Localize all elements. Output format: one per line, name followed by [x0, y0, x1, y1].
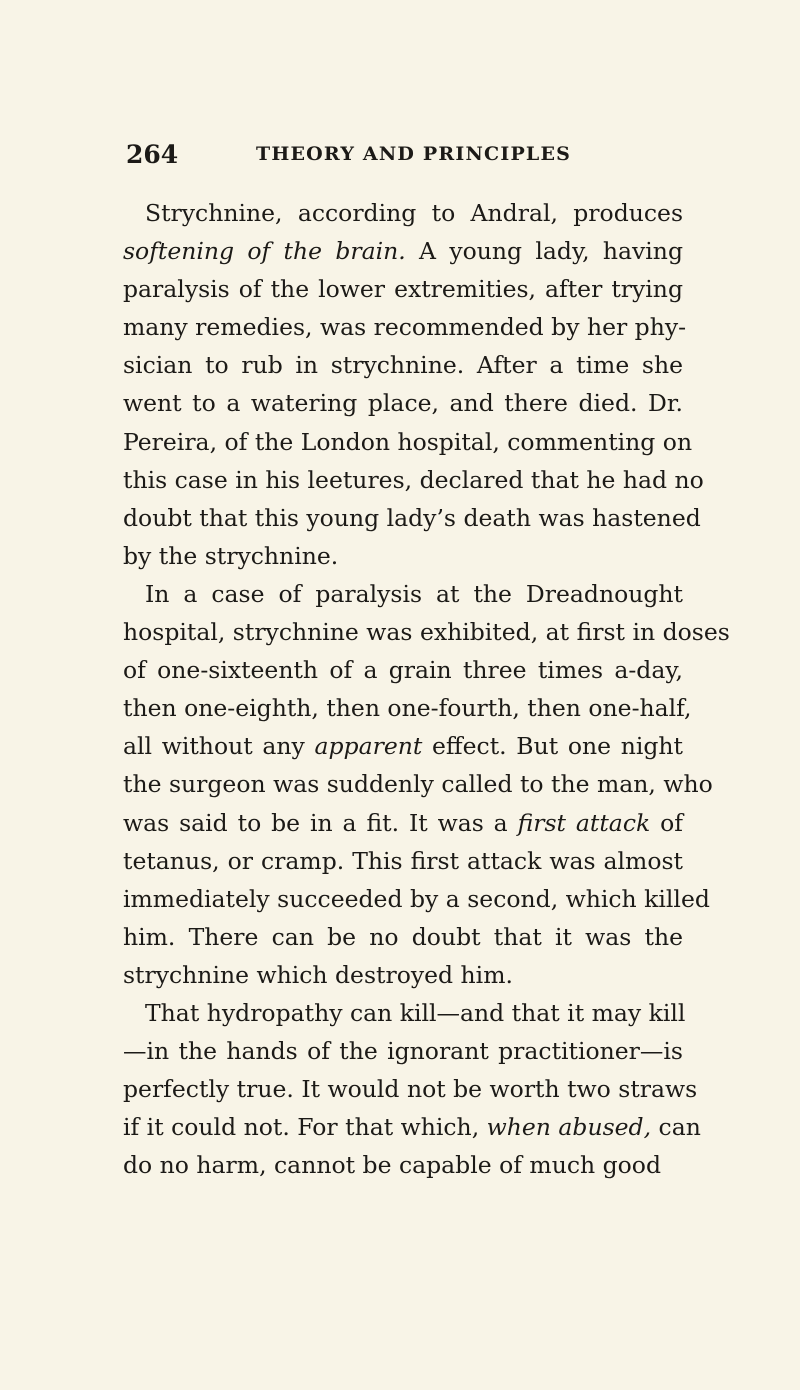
text-line: Strychnine, according to Andral, produces — [145, 199, 683, 227]
text-line: sician to rub in strychnine. After a time she — [123, 351, 683, 380]
italic-phrase: when abused, — [486, 1113, 652, 1142]
page-header — [126, 140, 686, 176]
line-text: effect. But one night — [422, 732, 684, 761]
text-line: many remedies, was recommended by her phy- — [123, 313, 687, 342]
text-line: him. There can be no doubt that it was the — [123, 922, 683, 951]
text-line: went to a watering place, and there died. Dr. — [123, 389, 683, 418]
text-line: —in the hands of the ignorant practitioner—is — [123, 1037, 683, 1066]
line-text: can — [651, 1113, 701, 1142]
text-line: the surgeon was suddenly called to the man, who — [123, 770, 713, 799]
line-text: if it could not. For that which, — [123, 1113, 487, 1142]
text-line: Pereira, of the London hospital, commenting on — [123, 427, 693, 456]
text-line — [123, 804, 683, 842]
text-line — [123, 727, 683, 765]
page-number: 264 — [126, 140, 179, 169]
text-line — [123, 1108, 701, 1146]
text-line: then one-eighth, then one-fourth, then one-half, — [123, 694, 692, 723]
line-text: A young lady, having — [405, 237, 683, 266]
text-line: immediately succeeded by a second, which killed — [123, 884, 710, 913]
text-line — [123, 232, 683, 270]
text-line: hospital, strychnine was exhibited, at first in doses — [123, 618, 730, 647]
body-text — [123, 194, 730, 1184]
italic-phrase: softening of the brain. — [123, 237, 406, 266]
text-line: paralysis of the lower extremities, after trying — [123, 275, 683, 304]
text-line: do no harm, cannot be capable of much good — [123, 1151, 661, 1180]
text-line: perfectly true. It would not be worth two straws — [123, 1075, 698, 1104]
line-text: of — [650, 808, 683, 837]
text-line: strychnine which destroyed him. — [123, 960, 513, 989]
text-line: tetanus, or cramp. This first attack was almost — [123, 846, 683, 875]
line-text: all without any — [123, 732, 315, 761]
line-text: was said to be in a fit. It was a — [123, 808, 518, 837]
italic-phrase: apparent — [314, 732, 423, 761]
text-line: That hydropathy can kill—and that it may kill — [145, 998, 686, 1027]
text-line: doubt that this young lady’s death was hastened — [123, 503, 701, 532]
running-head: THEORY AND PRINCIPLES — [256, 143, 572, 165]
text-line: of one-sixteenth of a grain three times a-day, — [123, 656, 683, 685]
text-line: In a case of paralysis at the Dreadnought — [145, 579, 683, 608]
text-line: this case in his leetures, declared that he had no — [123, 465, 704, 494]
text-line: by the strychnine. — [123, 541, 339, 570]
italic-phrase: first attack — [517, 808, 651, 837]
